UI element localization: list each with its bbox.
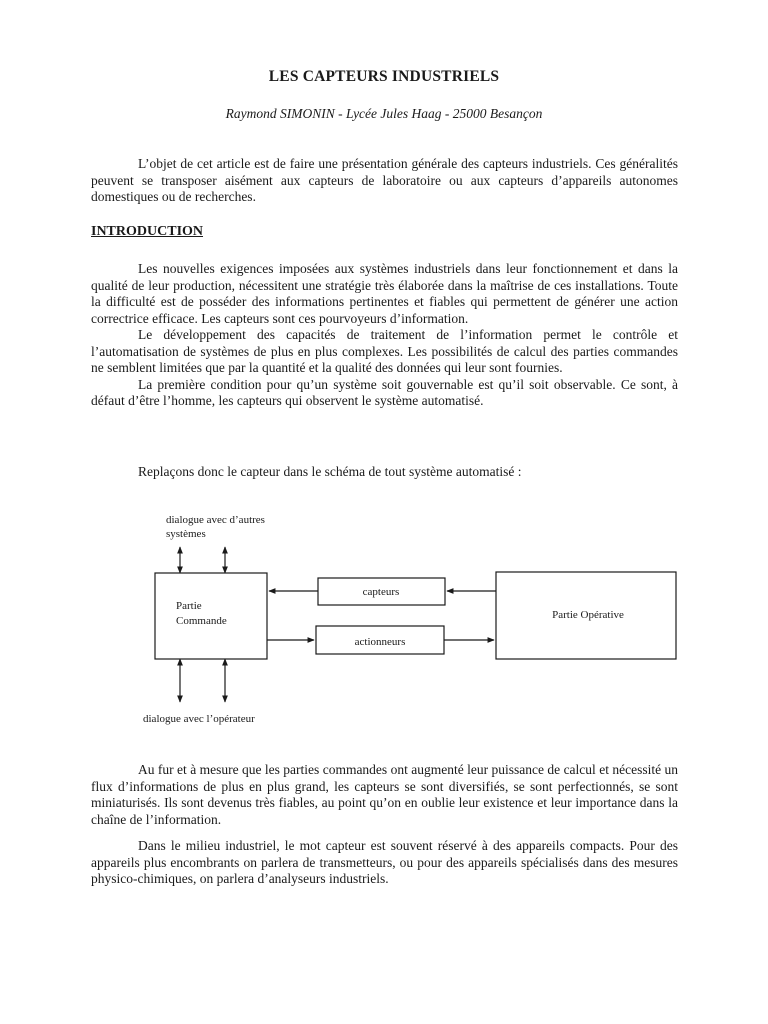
paragraph: Le développement des capacités de traitement de l’information permet le contrôle et l’automatisation de systèmes de plus en plus complexes. Les possibilités de calcul des parties commandes ne semblent limitées que par la quantité et la qualité des données qui leur sont fournies. [91, 327, 678, 375]
author-line: Raymond SIMONIN - Lycée Jules Haag - 25000 Besançon [225, 106, 543, 121]
partie-commande-label-line2: Commande [176, 615, 227, 627]
intro-paragraph-block [91, 156, 678, 206]
paragraph: Au fur et à mesure que les parties commandes ont augmenté leur puissance de calcul et nécessité un flux d’informations de plus en plus grand, les capteurs se sont diversifiés, se sont perfectionnés, se sont miniaturisés. Ils sont devenus très fiables, au point qu’on en oublie leur existence et leur importance dans la chaîne de l’information. [91, 762, 678, 827]
intro-paragraph: L’objet de cet article est de faire une présentation générale des capteurs industriels. Ces généralités peuvent se transposer aisément aux capteurs de laboratoire ou aux capteurs d’appareils autonomes domestiques ou de recherches. [91, 156, 678, 204]
section-heading: INTRODUCTION [91, 224, 204, 239]
partie-operative-box [496, 572, 676, 659]
diagram-intro: Replaçons donc le capteur dans le schéma de tout système automatisé : [138, 464, 522, 479]
after-diagram-block-1 [91, 762, 678, 828]
capteurs-box [318, 578, 445, 605]
partie-commande-label-line1: Partie [176, 600, 202, 612]
paragraph: Dans le milieu industriel, le mot capteur est souvent réservé à des appareils compacts. Pour des appareils plus encombrants on parlera de transmetteurs, ou pour des appareils spécialisés dans des mesures physico-chimiques, on parlera d’analyseurs industriels. [91, 838, 678, 886]
label-bottom: dialogue avec l’opérateur [143, 713, 255, 725]
after-diagram-block-2 [91, 838, 678, 888]
label-top-line1: dialogue avec d’autres [166, 514, 265, 526]
diagram-intro-block [91, 464, 678, 481]
actionneurs-label: actionneurs [354, 636, 406, 648]
partie-operative-label: Partie Opérative [552, 609, 624, 621]
page-title: LES CAPTEURS INDUSTRIELS [268, 68, 500, 85]
introduction-body [91, 261, 678, 410]
paragraph: La première condition pour qu’un système soit gouvernable est qu’il soit observable. Ce sont, à défaut d’être l’homme, les capteurs qui observent le système automatisé. [91, 376, 678, 408]
partie-commande-box [155, 573, 267, 659]
label-top-line2: systèmes [166, 528, 206, 540]
capteurs-label: capteurs [362, 586, 400, 598]
paragraph: Les nouvelles exigences imposées aux systèmes industriels dans leur fonctionnement et dans la qualité de leur production, nécessitent une stratégie très élaborée dans la maîtrise de ces installations. Toute la difficulté est de posséder des informations pertinentes et fiables qui permettent de générer une action correctrice efficace. Les capteurs sont ces pourvoyeurs d’information. [91, 261, 678, 326]
actionneurs-box [316, 626, 444, 654]
